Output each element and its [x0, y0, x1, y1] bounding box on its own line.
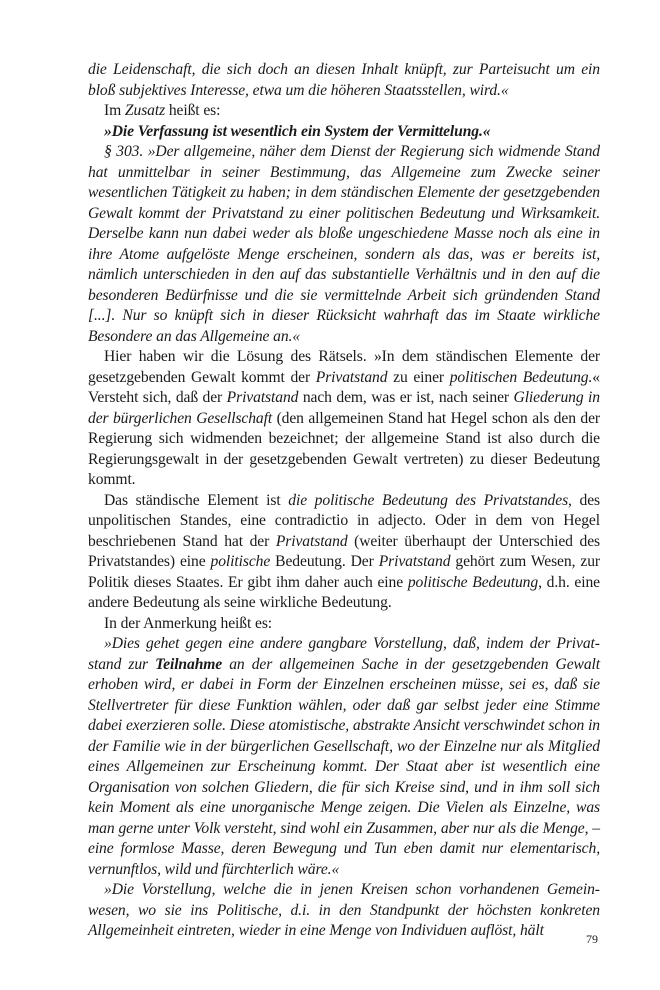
text-run: , des unpolitischen Standes, eine contradictio in adjecto. Oder in dem von Hegel beschriebenen Stand hat der: [88, 491, 600, 550]
text-run: Teilnahme: [155, 655, 223, 673]
text-run: »Die Verfassung ist wesentlich ein System der Vermittelung.«: [104, 122, 491, 140]
paragraph: [88, 634, 600, 880]
text-run: Privatstand: [226, 389, 299, 406]
text-run: Hier haben wir die Lösung des Rätsels. »In dem ständischen Elemente der gesetzgebenden Gewalt kommt der: [88, 348, 600, 386]
text-run: Privatstand: [378, 553, 451, 570]
paragraph: [88, 491, 600, 614]
text-run: § 303. »Der allgemeine, näher dem Dienst der Regierung sich widmende Stand hat unmittelbar in seiner Bestimmung, das Allgemeine zum Zwecke seiner wesentlichen Tätigkeit zu haben; in dem ständischen Elemente der gesetzgebenden Gewalt kommt der Privatstand zu einer politischen Bedeutung und Wirksamkeit. Derselbe kann nun dabei weder als bloße ungeschiedene Masse noch als eine in ihre Atome aufgelöste Menge erscheinen, sondern als das, was er bereits ist, nämlich unterschieden in den auf das substantielle Verhältnis und in den auf die besonderen Bedürfnisse und die sie vermittelnde Arbeit sich gründenden Stand [...]. Nur so knüpft sich in dieser Rücksicht wahrhaft das im Staate wirkliche Besondere an das Allgemeine an.«: [88, 143, 600, 345]
text-run: Gliederung in der bürgerlichen Gesellschaft: [88, 389, 600, 427]
paragraph: [88, 101, 600, 122]
paragraph: [88, 60, 600, 101]
paragraph: [88, 122, 600, 143]
text-run: Im: [104, 102, 125, 119]
text-run: (weiter überhaupt der Unterschied des Privatstandes) eine: [88, 532, 600, 570]
paragraph: [88, 614, 600, 635]
text-run: »Die Vorstellung, welche die in jenen Kreisen schon vorhandenen Gemeinwesen, wo sie ins Politische, d.i. in den Standpunkt der höchsten konkreten Allgemeinheit eintreten, wieder in eine Menge von Individuen auflöst, hält: [88, 881, 600, 939]
text-run: an der allgemeinen Sache in der gesetzgebenden Gewalt erhoben wird, er dabei in Form der Einzelnen erscheinen müsse, sei es, daß sie Stellvertreter für diese Funktion wählen, oder daß gar selbst jeder eine Stimme dabei exerzieren solle. Diese atomistische, abstrakte Ansicht verschwindet schon in der Familie wie in der bürgerlichen Gesellschaft, wo der Einzelne nur als Mitglied eines Allgemeinen zur Erscheinung kommt. Der Staat aber ist wesentlich eine Organisation von solchen Gliedern, die für sich Kreise sind, und in ihm soll sich kein Moment als eine unorganische Menge zeigen. Die Vielen als Einzelne, was man gerne unter Volk versteht, sind wohl ein Zusammen, aber nur als die Menge, – eine formlose Masse, deren Bewegung und Tun eben damit nur elementarisch, vernunftlos, wild und fürchterlich wäre.«: [88, 655, 600, 878]
text-run: Privatstand: [315, 368, 388, 386]
text-run: politische Bedeutung: [407, 573, 539, 591]
text-run: heißt es:: [165, 102, 221, 119]
text-run: Privatstand: [275, 532, 348, 550]
text-run: Zusatz: [124, 102, 166, 119]
text-run: »Dies gehet gegen eine andere gangbare Vorstellung, daß, indem der Privatstand zur: [88, 635, 600, 673]
text-run: , d.h. eine andere Bedeutung als seine wirkliche Bedeutung.: [88, 573, 600, 611]
text-run: politische: [210, 553, 271, 570]
text-run: Das ständische Element ist: [104, 491, 289, 509]
text-run: (den allgemeinen Stand hat Hegel schon als den der Regierung sich widmenden bezeichnet; der allgemeine Stand ist also durch die Regierungsgewalt in der gesetzgebenden Gewalt vertreten) zu dieser Bedeutung kommt.: [88, 409, 600, 488]
paragraph: [88, 347, 600, 491]
paragraph: [88, 880, 600, 942]
text-run: gehört zum Wesen, zur Politik dieses Staates. Er gibt ihm daher auch eine: [88, 553, 600, 591]
paragraph: [88, 142, 600, 347]
text-run: die Leidenschaft, die sich doch an diesen Inhalt knüpft, zur Parteisucht um ein bloß subjektives Interesse, etwa um die höheren Staatsstellen, wird.«: [88, 61, 600, 99]
text-run: politischen Bedeutung.: [449, 368, 593, 386]
text-run: zu einer: [387, 368, 450, 386]
page-number: 79: [586, 932, 598, 946]
text-run: « Versteht sich, daß der: [88, 368, 600, 406]
text-run: nach dem, was er ist, nach seiner: [298, 389, 514, 406]
body-text: [88, 60, 600, 942]
text-run: In der Anmerkung heißt es:: [104, 614, 273, 632]
text-run: Bedeutung. Der: [270, 553, 379, 570]
text-run: die politische Bedeutung des Privatstandes: [288, 491, 569, 509]
